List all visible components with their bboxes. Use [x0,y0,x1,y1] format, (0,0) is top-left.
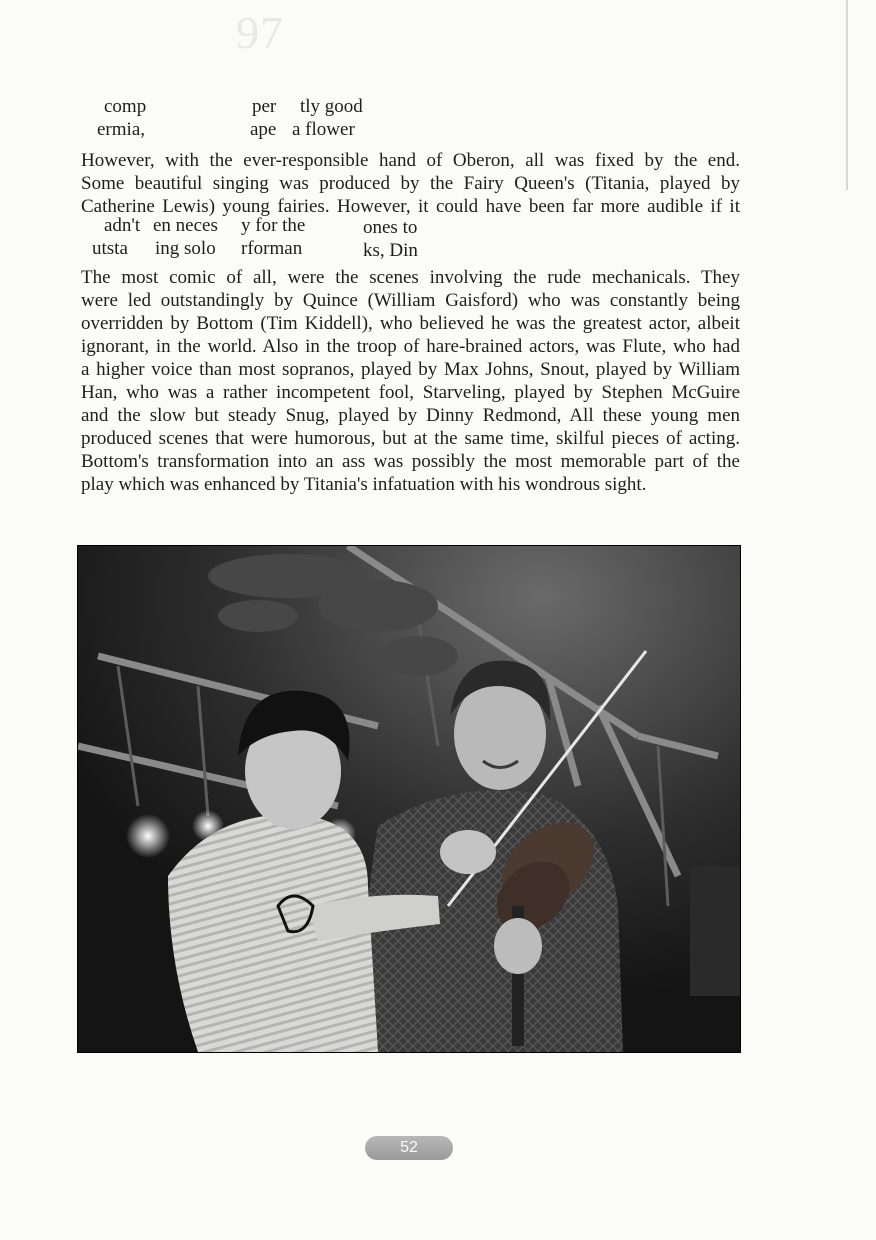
fragment-text: rforman [241,238,303,259]
text-line: Catherine Lewis) young fairies. However, it could have been far more audible if it [81,196,740,217]
text-line: were led outstandingly by Quince (William Gaisford) who was constantly being [81,290,740,311]
text-line: and the slow but steady Snug, played by Dinny Redmond, All these young men [81,405,740,426]
hand [440,830,496,874]
background-post [690,866,740,996]
paragraph-oberon [81,149,740,218]
fragment-text: ks, Din [363,240,418,261]
fragment-text: a flower [292,119,355,140]
hand [494,918,542,974]
text-line: Some beautiful singing was produced by the Fairy Queen's (Titania, played by [81,173,740,194]
scan-edge-mark [846,0,848,190]
fragment-text: ing solo [155,238,216,259]
violin-photograph [77,545,741,1053]
fragment-text: adn't [104,215,141,236]
text-line: produced scenes that were humorous, but at the same time, skilful pieces of acting. [81,428,740,449]
lamp-light [126,814,170,858]
fragment-text: ape [250,119,277,140]
text-line: Bottom's transformation into an ass was possibly the most memorable part of the [81,451,740,472]
paragraph-mechanicals [81,266,740,496]
text-line: overridden by Bottom (Tim Kiddell), who believed he was the greatest actor, albeit [81,313,740,334]
text-line: The most comic of all, were the scenes involving the rude mechanicals. They [81,267,740,288]
fragment-text: ones to [363,217,418,238]
fragment-text: ermia, [97,119,146,140]
fragment-text: en neces [153,215,218,236]
fragment-text: y for the [241,215,306,236]
fragment-text: tly good [300,96,363,117]
fragment-text: comp [104,96,147,117]
text-line: Han, who was a rather incompetent fool, Starveling, played by Stephen McGuire [81,382,740,403]
text-line: ignorant, in the world. Also in the troop of hare-brained actors, was Flute, who had [81,336,740,357]
fragment-text: per [252,96,277,117]
faded-year-watermark: 97 [236,7,284,58]
text-line: However, with the ever-responsible hand of Oberon, all was fixed by the end. [81,150,740,171]
text-line: a higher voice than most sopranos, played by Max Johns, Snout, played by William [81,359,740,380]
text-line: play which was enhanced by Titania's infatuation with his wondrous sight. [81,474,647,495]
fragment-text: utsta [92,238,128,259]
page-number-badge: 52 [365,1136,453,1160]
photo-illustration [78,546,740,1052]
